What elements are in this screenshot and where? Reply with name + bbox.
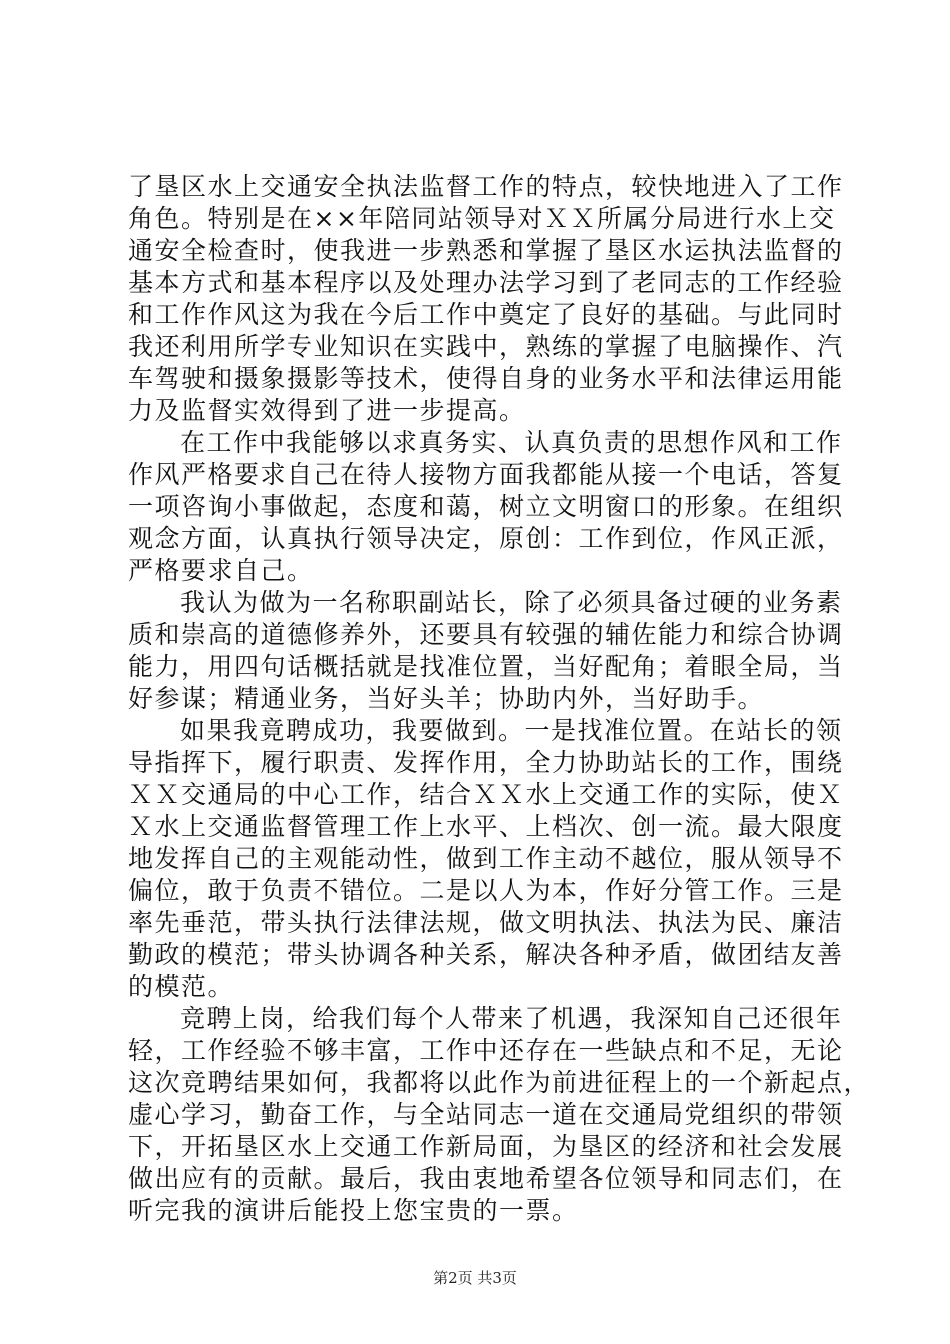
- text-line: 观念方面，认真执行领导决定，原创：工作到位，作风正派，: [128, 524, 844, 553]
- text-line: 勤政的模范；带头协调各种关系，解决各种矛盾，做团结友善: [128, 940, 844, 969]
- paragraph-first-line: 如果我竟聘成功，我要做到。一是找准位置。在站长的领: [180, 716, 843, 745]
- text-line: 和工作作风这为我在今后工作中奠定了良好的基础。与此同时: [128, 300, 844, 329]
- text-line: 作风严格要求自己在待人接物方面我都能从接一个电话，答复: [128, 460, 844, 489]
- paragraph-first-line: 在工作中我能够以求真务实、认真负责的思想作风和工作: [180, 428, 843, 457]
- text-line: 的模范。: [128, 972, 235, 1001]
- text-line: 一项咨询小事做起，态度和蔼，树立文明窗口的形象。在组织: [128, 492, 844, 521]
- text-line: 做出应有的贡献。最后，我由衷地希望各位领导和同志们，在: [128, 1164, 844, 1193]
- text-line: 角色。特别是在××年陪同站领导对ＸＸ所属分局进行水上交: [128, 204, 836, 233]
- text-line: 基本方式和基本程序以及处理办法学习到了老同志的工作经验: [128, 268, 844, 297]
- text-line: 车驾驶和摄象摄影等技术，使得自身的业务水平和法律运用能: [128, 364, 844, 393]
- page-footer: [0, 1268, 950, 1288]
- text-line: 下，开拓垦区水上交通工作新局面，为垦区的经济和社会发展: [128, 1132, 844, 1161]
- text-line: 了垦区水上交通安全执法监督工作的特点，较快地进入了工作: [128, 172, 844, 201]
- text-line: 好参谋；精通业务，当好头羊；协助内外，当好助手。: [128, 684, 765, 713]
- text-line: 质和崇高的道德修养外，还要具有较强的辅佐能力和综合协调: [128, 620, 844, 649]
- text-line: 地发挥自己的主观能动性，做到工作主动不越位，服从领导不: [128, 844, 844, 873]
- text-line: 导指挥下，履行职责、发挥作用，全力协助站长的工作，围绕: [128, 748, 844, 777]
- paragraph-first-line: 竞聘上岗，给我们每个人带来了机遇，我深知自己还很年: [180, 1004, 843, 1033]
- text-line: 能力，用四句话概括就是找准位置，当好配角；着眼全局，当: [128, 652, 844, 681]
- text-line: 听完我的演讲后能投上您宝贵的一票。: [128, 1196, 579, 1225]
- text-line: 严格要求自己。: [128, 556, 314, 585]
- text-line: 通安全检查时，使我进一步熟悉和掌握了垦区水运执法监督的: [128, 236, 844, 265]
- page-number-label: 第2页 共3页: [433, 1269, 517, 1287]
- text-line: 虚心学习，勤奋工作，与全站同志一道在交通局党组织的带领: [128, 1100, 844, 1129]
- text-line: Ｘ水上交通监督管理工作上水平、上档次、创一流。最大限度: [128, 812, 844, 841]
- text-line: 率先垂范，带头执行法律法规，做文明执法、执法为民、廉洁: [128, 908, 844, 937]
- text-line: 轻，工作经验不够丰富，工作中还存在一些缺点和不足，无论: [128, 1036, 844, 1065]
- text-line: ＸＸ交通局的中心工作，结合ＸＸ水上交通工作的实际，使Ｘ: [128, 780, 844, 809]
- document-body: [128, 171, 871, 1227]
- text-line: 力及监督实效得到了进一步提高。: [128, 396, 526, 425]
- text-line: 偏位，敢于负责不错位。二是以人为本，作好分管工作。三是: [128, 876, 844, 905]
- text-line: 这次竞聘结果如何，我都将以此作为前进征程上的一个新起点，: [128, 1068, 871, 1097]
- paragraph-first-line: 我认为做为一名称职副站长，除了必须具备过硬的业务素: [180, 588, 843, 617]
- text-line: 我还利用所学专业知识在实践中，熟练的掌握了电脑操作、汽: [128, 332, 844, 361]
